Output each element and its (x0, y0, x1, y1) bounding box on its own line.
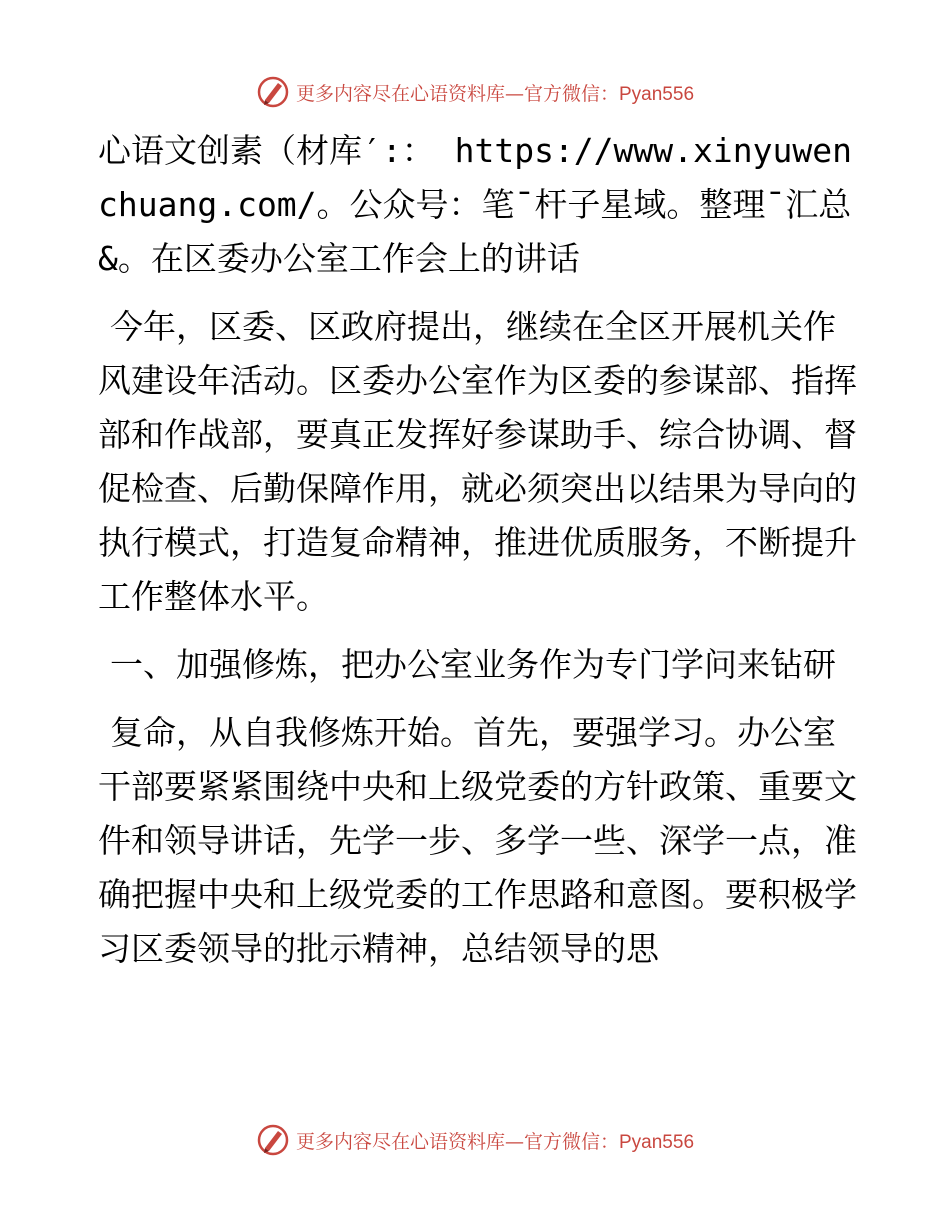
banner-text: 更多内容尽在心语资料库—官方微信：Pyan556 (295, 1130, 695, 1153)
paragraph-1: 今年，区委、区政府提出，继续在全区开展机关作风建设年活动。区委办公室作为区委的参谋部、指挥部和作战部，要真正发挥好参谋助手、综合协调、督促检查、后勤保障作用，就必须突出以结果为导向的执行模式，打造复命精神，推进优质服务，不断提升工作整体水平。 (98, 307, 857, 616)
document-intro: 心语文创素（材库′:： https://www.xinyuwenchuang.com/。公众号：笔¯杆子星域。整理¯汇总&。在区委办公室工作会上的讲话 (98, 131, 852, 278)
pen-logo-icon (256, 1123, 290, 1157)
footer-watermark-banner (0, 1120, 950, 1160)
document-body (98, 124, 858, 976)
wechat-id: Pyan556 (619, 83, 695, 105)
header-watermark-banner (0, 72, 950, 112)
wechat-id: Pyan556 (619, 1131, 695, 1153)
banner-text: 更多内容尽在心语资料库—官方微信：Pyan556 (295, 82, 695, 105)
paragraph-2: 复命，从自我修炼开始。首先，要强学习。办公室干部要紧紧围绕中央和上级党委的方针政策、重要文件和领导讲话，先学一步、多学一些、深学一点，准确把握中央和上级党委的工作思路和意图。要积极学习区委领导的批示精神，总结领导的思 (98, 713, 857, 968)
pen-logo-icon (256, 75, 290, 109)
section-heading-1: 一、加强修炼，把办公室业务作为专门学问来钻研 (110, 645, 836, 684)
